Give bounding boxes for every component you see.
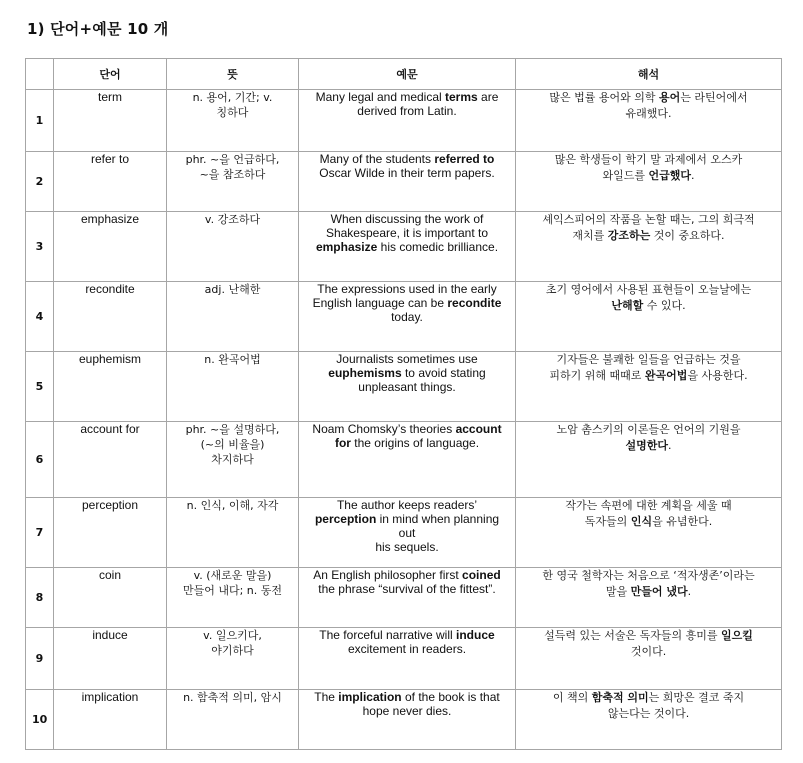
highlighted-word: 난해할 (611, 299, 644, 312)
text-segment: 을 사용한다. (687, 369, 748, 382)
header-meaning: 뜻 (167, 59, 299, 90)
text-segment: . (687, 585, 692, 598)
row-number: 3 (26, 212, 54, 282)
highlighted-word: 인식 (630, 515, 653, 528)
text-segment: the phrase “survival of the fittest”. (318, 582, 496, 596)
cell-line (522, 568, 775, 584)
translation-text (516, 690, 782, 750)
word-meaning (167, 90, 299, 152)
word-meaning (167, 690, 299, 750)
example-sentence (299, 628, 516, 690)
cell-line (305, 628, 509, 642)
cell-line: phr. ~을 설명하다, (185, 423, 280, 436)
word-meaning (167, 628, 299, 690)
text-segment: 재치를 (572, 229, 608, 242)
text-segment: 와일드를 (602, 169, 649, 182)
highlighted-word: perception (314, 512, 377, 526)
cell-line (305, 90, 509, 104)
highlighted-word: 완곡어법 (644, 369, 688, 382)
example-sentence (299, 90, 516, 152)
cell-line (522, 168, 775, 184)
row-number: 8 (26, 568, 54, 628)
cell-line: n. 완곡어법 (204, 353, 261, 366)
text-segment: 않는다는 것이다. (607, 707, 690, 720)
translation-text (516, 352, 782, 422)
page-title: 1) 단어+예문 10 개 (27, 20, 169, 38)
cell-line (305, 240, 509, 254)
vocab-word: refer to (54, 152, 167, 212)
word-meaning (167, 568, 299, 628)
word-meaning (167, 498, 299, 568)
highlighted-word: euphemisms (328, 366, 402, 380)
row-number: 5 (26, 352, 54, 422)
example-sentence (299, 352, 516, 422)
vocab-word: emphasize (54, 212, 167, 282)
text-segment: 것이다. (630, 645, 667, 658)
text-segment: 초기 영어에서 사용된 표현들이 오늘날에는 (545, 283, 752, 296)
example-sentence (299, 212, 516, 282)
cell-line: n. 인식, 이해, 자각 (186, 499, 279, 512)
text-segment: . (668, 439, 672, 452)
text-segment: excitement in readers. (347, 642, 467, 656)
text-segment: 을 유념한다. (652, 515, 713, 528)
header-word: 단어 (54, 59, 167, 90)
text-segment: Many legal and medical (315, 90, 446, 104)
cell-line (522, 298, 775, 314)
cell-line (522, 690, 775, 706)
text-segment: The expressions used in the early (317, 282, 497, 296)
row-number: 1 (26, 90, 54, 152)
cell-line (305, 422, 509, 436)
cell-line (305, 310, 509, 324)
row-number: 2 (26, 152, 54, 212)
vocabulary-rows (26, 90, 782, 750)
example-sentence (299, 568, 516, 628)
table-row (26, 498, 782, 568)
word-meaning (167, 352, 299, 422)
table-row (26, 152, 782, 212)
text-segment: 많은 법률 용어와 의학 (549, 91, 660, 104)
cell-line (305, 152, 509, 166)
text-segment: 이 책의 (552, 691, 592, 704)
vocab-word: coin (54, 568, 167, 628)
text-segment: to avoid stating (401, 366, 486, 380)
cell-line (305, 568, 509, 582)
text-segment: . (691, 169, 695, 182)
text-segment: The (314, 690, 339, 704)
table-row (26, 90, 782, 152)
highlighted-word: emphasize (315, 240, 378, 254)
translation-text (516, 212, 782, 282)
text-segment: of the book is that (401, 690, 500, 704)
highlighted-word: 설명한다 (625, 439, 668, 452)
text-segment: his comedic brilliance. (377, 240, 499, 254)
cell-line (522, 282, 775, 298)
highlighted-word: implication (338, 690, 402, 704)
text-segment: English language can be (312, 296, 448, 310)
cell-line (305, 352, 509, 366)
header-translation: 해석 (516, 59, 782, 90)
table-row (26, 628, 782, 690)
text-segment: The author keeps readers’ (336, 498, 478, 512)
cell-line (305, 212, 509, 226)
word-meaning (167, 212, 299, 282)
text-segment: Shakespeare, it is important to (325, 226, 489, 240)
highlighted-word: recondite (447, 296, 502, 310)
row-number: 9 (26, 628, 54, 690)
row-number: 6 (26, 422, 54, 498)
highlighted-word: account (455, 422, 502, 436)
translation-text (516, 90, 782, 152)
cell-line (522, 438, 775, 454)
cell-line (522, 152, 775, 168)
translation-text (516, 152, 782, 212)
text-segment: 많은 학생들이 학기 말 과제에서 오스카 (554, 153, 743, 166)
cell-line (305, 282, 509, 296)
cell-line: ~을 참조하다 (199, 168, 266, 181)
cell-line: 만들어 내다; n. 동전 (182, 584, 283, 597)
table-row (26, 352, 782, 422)
highlighted-word: 용어 (659, 91, 681, 104)
header-number (26, 59, 54, 90)
row-number: 7 (26, 498, 54, 568)
cell-line: v. 강조하다 (204, 213, 261, 226)
cell-line: v. (새로운 말을) (193, 569, 272, 582)
cell-line (305, 582, 509, 596)
word-meaning (167, 152, 299, 212)
cell-line (522, 514, 775, 530)
row-number: 10 (26, 690, 54, 750)
cell-line (522, 706, 775, 722)
cell-line (522, 228, 775, 244)
translation-text (516, 628, 782, 690)
cell-line: 야기하다 (211, 644, 254, 657)
highlighted-word: 만들어 냈다 (630, 585, 688, 598)
text-segment: derived from Latin. (357, 104, 457, 118)
cell-line (305, 380, 509, 394)
example-sentence (299, 282, 516, 352)
highlighted-word: referred to (434, 152, 495, 166)
cell-line (305, 704, 509, 718)
highlighted-word: induce (456, 628, 495, 642)
cell-line (305, 436, 509, 450)
text-segment: 작가는 속편에 대한 계획을 세울 때 (565, 499, 732, 512)
vocab-word: euphemism (54, 352, 167, 422)
cell-line (305, 104, 509, 118)
cell-line (522, 628, 775, 644)
row-number: 4 (26, 282, 54, 352)
text-segment: the origins of language. (350, 436, 480, 450)
cell-line (305, 366, 509, 380)
text-segment: 노암 촘스키의 이론들은 언어의 기원을 (556, 423, 741, 436)
cell-line (522, 422, 775, 438)
table-row (26, 690, 782, 750)
text-segment: 것이 중요하다. (650, 229, 725, 242)
cell-line (305, 512, 509, 540)
highlighted-word: 언급했다 (648, 169, 692, 182)
text-segment: 설득력 있는 서술은 독자들의 흥미를 (544, 629, 721, 642)
text-segment: 독자들의 (584, 515, 631, 528)
highlighted-word: terms (445, 90, 478, 104)
text-segment: Many of the students (319, 152, 435, 166)
text-segment: 유래했다. (625, 107, 672, 120)
text-segment: hope never dies. (362, 704, 452, 718)
highlighted-word: coined (462, 568, 501, 582)
cell-line (522, 90, 775, 106)
cell-line: 칭하다 (216, 106, 249, 119)
vocab-word: account for (54, 422, 167, 498)
cell-line (522, 212, 775, 228)
text-segment: 수 있다. (643, 299, 686, 312)
cell-line (522, 498, 775, 514)
vocab-word: implication (54, 690, 167, 750)
text-segment: 기자들은 불쾌한 일들을 언급하는 것을 (556, 353, 741, 366)
cell-line: adj. 난해한 (204, 283, 261, 296)
text-segment: 피하기 위해 때때로 (549, 369, 645, 382)
text-segment: An English philosopher first (313, 568, 463, 582)
cell-line: 차지하다 (211, 453, 254, 466)
cell-line (522, 644, 775, 660)
cell-line (522, 584, 775, 600)
text-segment: are (477, 90, 499, 104)
cell-line (305, 690, 509, 704)
table-row (26, 212, 782, 282)
translation-text (516, 282, 782, 352)
cell-line (305, 642, 509, 656)
vocab-word: induce (54, 628, 167, 690)
translation-text (516, 498, 782, 568)
cell-line: (~의 비율을) (200, 438, 265, 451)
text-segment: When discussing the work of (330, 212, 484, 226)
example-sentence (299, 152, 516, 212)
cell-line (305, 296, 509, 310)
word-meaning (167, 422, 299, 498)
example-sentence (299, 422, 516, 498)
text-segment: Journalists sometimes use (336, 352, 478, 366)
cell-line (305, 498, 509, 512)
cell-line (522, 106, 775, 122)
vocabulary-table (25, 58, 782, 750)
cell-line: phr. ~을 언급하다, (185, 153, 280, 166)
cell-line (522, 368, 775, 384)
cell-line (305, 166, 509, 180)
cell-line (305, 540, 509, 554)
example-sentence (299, 498, 516, 568)
text-segment: his sequels. (375, 540, 439, 554)
highlighted-word: 함축적 의미 (591, 691, 649, 704)
translation-text (516, 568, 782, 628)
table-row (26, 282, 782, 352)
text-segment: Noam Chomsky’s theories (312, 422, 456, 436)
cell-line: v. 일으키다, (203, 629, 262, 642)
vocab-word: recondite (54, 282, 167, 352)
vocab-word: term (54, 90, 167, 152)
highlighted-word: for (334, 436, 351, 450)
cell-line: n. 함축적 의미, 암시 (183, 691, 282, 704)
text-segment: 는 라틴어에서 (680, 91, 748, 104)
table-row (26, 422, 782, 498)
text-segment: Oscar Wilde in their term papers. (319, 166, 495, 180)
text-segment: 는 희망은 결코 죽지 (648, 691, 745, 704)
text-segment: today. (391, 310, 423, 324)
translation-text (516, 422, 782, 498)
highlighted-word: 강조하는 (607, 229, 651, 242)
highlighted-word: 일으킬 (720, 629, 753, 642)
text-segment: in mind when planning out (376, 512, 500, 540)
text-segment: unpleasant things. (358, 380, 456, 394)
table-header-row (26, 59, 782, 90)
text-segment: The forceful narrative will (319, 628, 457, 642)
cell-line (305, 226, 509, 240)
table-row (26, 568, 782, 628)
text-segment: 셰익스피어의 작품을 논할 때는, 그의 희극적 (542, 213, 755, 226)
word-meaning (167, 282, 299, 352)
text-segment: 말을 (605, 585, 631, 598)
cell-line: n. 용어, 기간; v. (192, 91, 273, 104)
vocab-word: perception (54, 498, 167, 568)
example-sentence (299, 690, 516, 750)
cell-line (522, 352, 775, 368)
text-segment: 한 영국 철학자는 처음으로 ‘적자생존’이라는 (542, 569, 755, 582)
header-example: 예문 (299, 59, 516, 90)
